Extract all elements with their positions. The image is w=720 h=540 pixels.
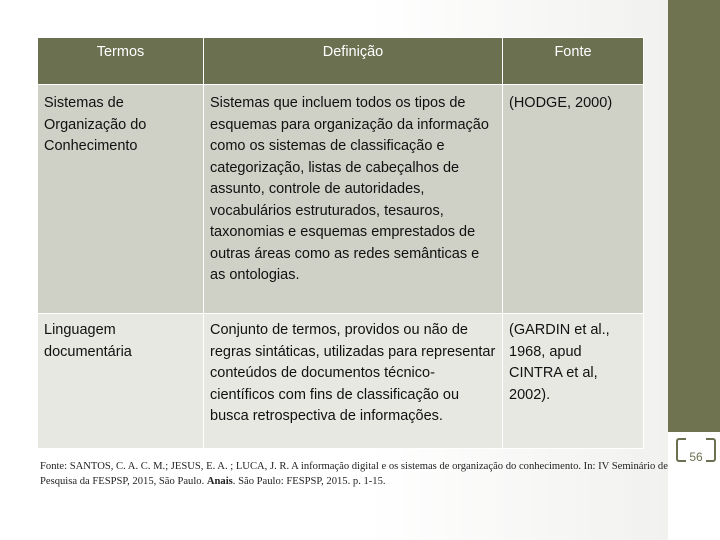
cell-definition: Sistemas que incluem todos os tipos de esquemas para organização da informação como os sistemas de classificação e categorização, listas de cabeçalhos de assunto, controle de autoridades, vocabulários estruturados, tesauros, taxonomias e esquemas emprestados de outras áreas como as redes semânticas e as ontologias. (204, 85, 503, 314)
header-fonte: Fonte (503, 38, 644, 85)
right-bracket-icon (706, 438, 716, 462)
header-definicao: Definição (204, 38, 503, 85)
header-termos: Termos (38, 38, 204, 85)
cell-definition: Conjunto de termos, providos ou não de regras sintáticas, utilizadas para representar conteúdos de documentos técnico-científicos com fins de classificação ou busca retrospectiva de informações. (204, 314, 503, 449)
table-row (38, 85, 644, 314)
citation-suffix: . São Paulo: FESPSP, 2015. p. 1-15. (232, 476, 386, 487)
cell-source: (GARDIN et al., 1968, apud CINTRA et al, 2002). (503, 314, 644, 449)
cell-source: (HODGE, 2000) (503, 85, 644, 314)
page-number-badge (676, 438, 716, 464)
citation-anais: Anais (206, 476, 233, 487)
page-number: 56 (689, 450, 703, 464)
cell-term: Sistemas de Organização do Conhecimento (38, 85, 204, 314)
terms-table (37, 37, 644, 449)
table-row (38, 314, 644, 449)
cell-term: Linguagem documentária (38, 314, 204, 449)
citation-prefix: Fonte: SANTOS, C. A. C. M.; JESUS, E. A. ; LUCA, J. R. A informação digital e os sistemas de organização do conhecimento. In: IV Seminário de Pesquisa da FESPSP, 2015, São Paulo. (40, 461, 668, 487)
table-header-row (38, 38, 644, 85)
source-citation (40, 459, 680, 489)
